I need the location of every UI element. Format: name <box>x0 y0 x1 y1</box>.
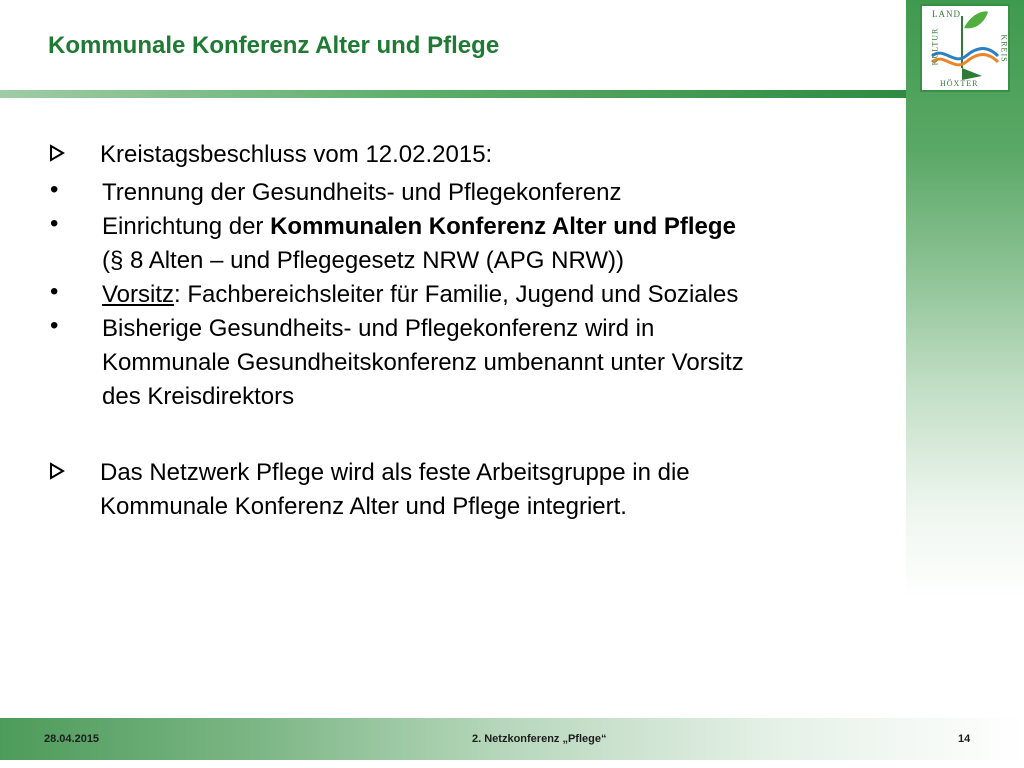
bullet-text: Trennung der Gesundheits- und Pflegekonferenz <box>102 179 622 206</box>
bullet-text <box>102 210 736 278</box>
footer-date: 28.04.2015 <box>44 733 100 745</box>
bullet-item-1 <box>48 176 621 210</box>
bullet-dot-icon: • <box>50 210 59 237</box>
bullet-text-rest: : Fachbereichsleiter für Familie, Jugend und Soziales <box>174 281 739 308</box>
arrow-bullet-icon <box>48 138 100 175</box>
network-text-line2: Kommunale Konferenz Alter und Pflege integriert. <box>100 493 627 520</box>
bullet-dot-icon: • <box>50 176 59 203</box>
bullet-text-line2: (§ 8 Alten – und Pflegegesetz NRW (APG NRW)) <box>102 247 624 274</box>
bullet-item-4 <box>48 312 744 414</box>
footer-title: 2. Netzkonferenz „Pflege“ <box>472 733 607 745</box>
bullet-dot-icon: • <box>50 312 59 339</box>
bullet-item-2 <box>48 210 736 278</box>
arrow-bullet-icon <box>48 456 100 524</box>
bullet-item-3 <box>48 278 738 312</box>
decision-heading: Kreistagsbeschluss vom 12.02.2015: <box>100 141 493 168</box>
bullet-text-bold: Kommunalen Konferenz Alter und Pflege <box>270 213 736 240</box>
bullet-text-line3: des Kreisdirektors <box>102 383 295 410</box>
logo-word-kreis: KREIS <box>999 34 1009 63</box>
bullet-text-line1: Bisherige Gesundheits- und Pflegekonferenz wird in <box>102 315 655 342</box>
network-text-line1: Das Netzwerk Pflege wird als feste Arbeitsgruppe in die <box>100 459 690 486</box>
bullet-text-plain: Einrichtung der <box>102 213 271 240</box>
bullet-dot-icon: • <box>50 278 59 305</box>
network-text <box>100 456 690 524</box>
slide-title: Kommunale Konferenz Alter und Pflege <box>48 32 500 59</box>
page-number: 14 <box>958 733 971 745</box>
arrow-item-2 <box>48 456 690 524</box>
logo-word-land: LAND <box>932 9 961 19</box>
logo-word-hoexter: HÖXTER <box>940 79 979 88</box>
bullet-text-line2: Kommunale Gesundheitskonferenz umbenannt unter Vorsitz <box>102 349 744 376</box>
bullet-text <box>102 278 738 312</box>
title-divider <box>0 90 906 98</box>
logo-word-kultur: KULTUR <box>930 27 940 66</box>
bullet-text-underlined: Vorsitz <box>102 281 175 308</box>
bullet-text <box>102 312 744 414</box>
arrow-item-1 <box>48 138 492 175</box>
kreis-hoexter-logo <box>920 4 1010 92</box>
